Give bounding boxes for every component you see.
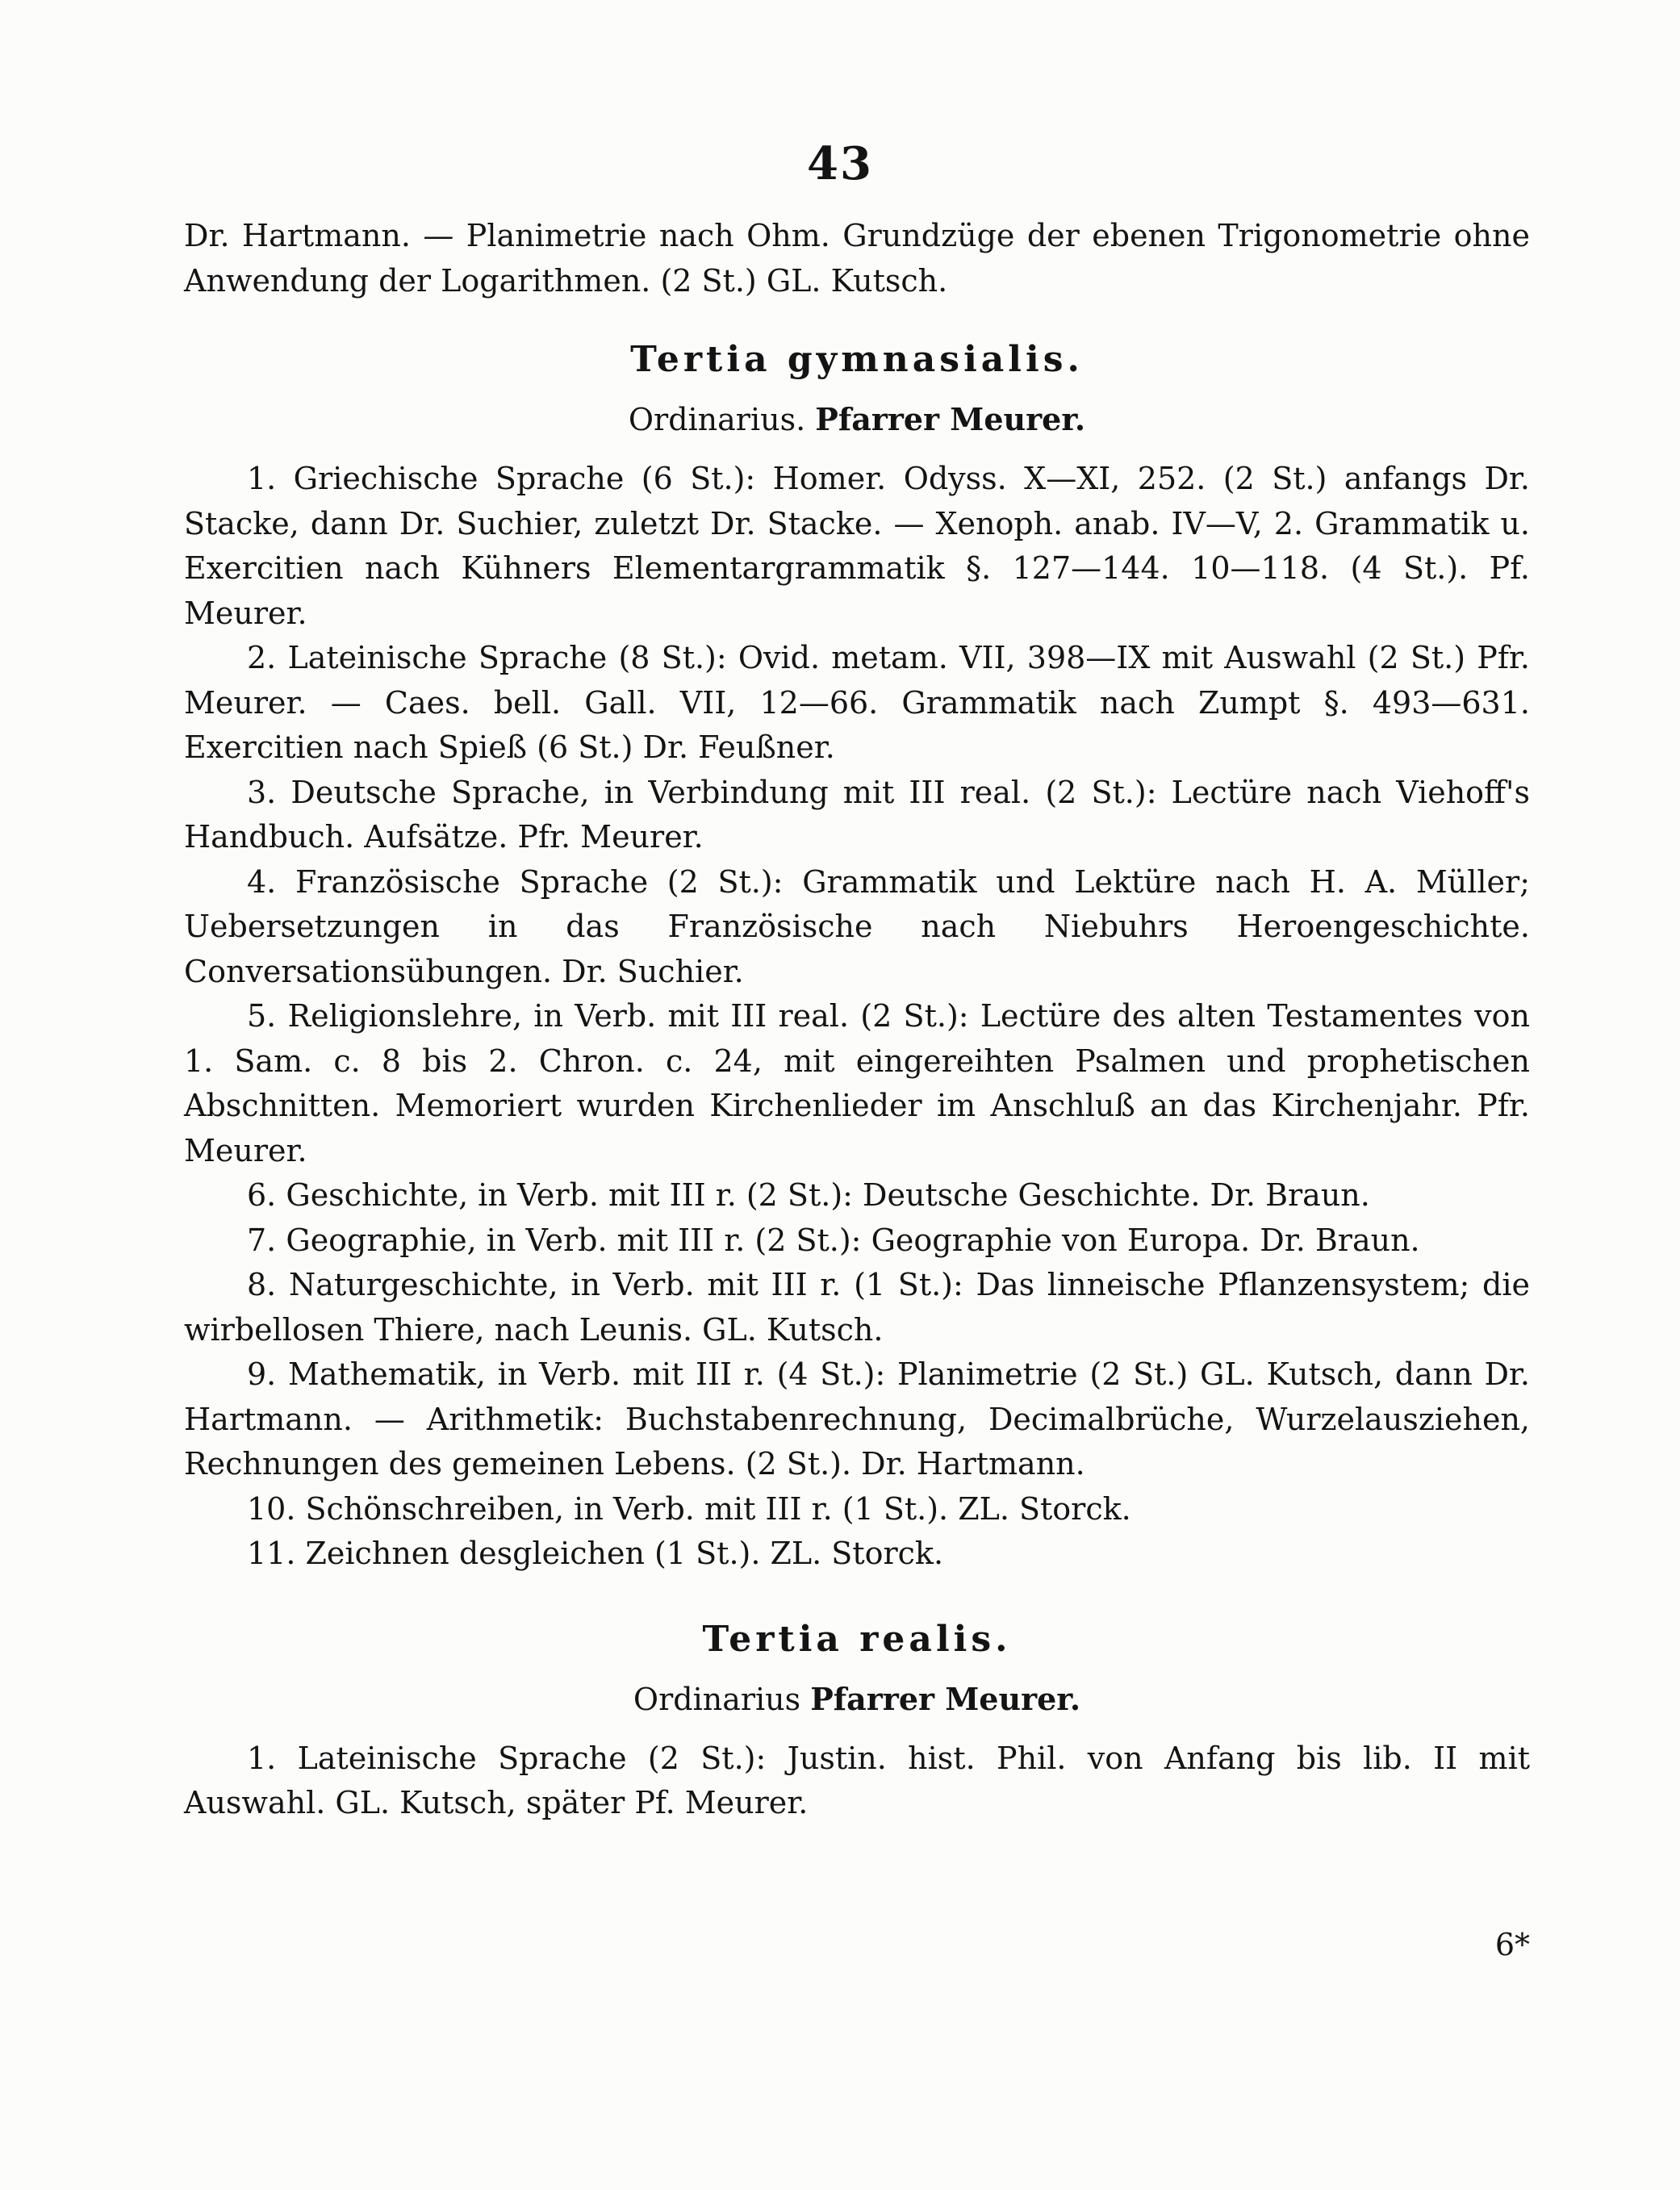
list-item: 10. Schönschreiben, in Verb. mit III r. (1 St.). ZL. Storck. [247,1490,1131,1527]
list-item: 3. Deutsche Sprache, in Verbindung mit III real. (2 St.): Lectüre nach Viehoff's Handbuch. Aufsätze. Pfr. Meurer. [184,774,1530,855]
ordinarius-name: Pfarrer Meurer. [815,401,1086,437]
signature-mark: 6* [1494,1927,1530,1962]
list-item: 11. Zeichnen desgleichen (1 St.). ZL. Storck. [247,1536,944,1571]
list-item: 9. Mathematik, in Verb. mit III r. (4 St.): Planimetrie (2 St.) GL. Kutsch, dann Dr. Hartmann. — Arithmetik: Buchstabenrechnung, Decimalbrüche, Wurzelausziehen, Rechnungen des gemeinen Lebens. (2 St.). Dr. Hartmann. [184,1356,1530,1482]
list-item: 8. Naturgeschichte, in Verb. mit III r. (1 St.): Das linneische Pflanzensystem; die wirbellosen Thiere, nach Leunis. GL. Kutsch. [184,1267,1530,1348]
text-column [184,214,1530,1826]
page-number: 43 [807,137,873,190]
list-item: 5. Religionslehre, in Verb. mit III real. (2 St.): Lectüre des alten Testamentes von 1. Sam. c. 8 bis 2. Chron. c. 24, mit eingereihten Psalmen und prophetischen Abschnitten. Memoriert wurden Kirchenlieder im Anschluß an das Kirchenjahr. Pfr. Meurer. [184,998,1530,1168]
list-item: 6. Geschichte, in Verb. mit III r. (2 St.): Deutsche Geschichte. Dr. Braun. [247,1177,1370,1213]
ordinarius-gymnasialis [184,395,1530,444]
list-item: 7. Geographie, in Verb. mit III r. (2 St.): Geographie von Europa. Dr. Braun. [247,1222,1420,1258]
intro-paragraph: Dr. Hartmann. — Planimetrie nach Ohm. Grundzüge der ebenen Trigonometrie ohne Anwendung der Logarithmen. (2 St.) GL. Kutsch. [184,218,1530,299]
list-item: 2. Lateinische Sprache (8 St.): Ovid. metam. VII, 398—IX mit Auswahl (2 St.) Pfr. Meurer. — Caes. bell. Gall. VII, 12—66. Grammatik nach Zumpt §. 493—631. Exercitien nach Spieß (6 St.) Dr. Feußner. [184,640,1530,765]
list-item: 4. Französische Sprache (2 St.): Grammatik und Lektüre nach H. A. Müller; Uebersetzungen in das Französische nach Niebuhrs Heroengeschichte. Conversationsübungen. Dr. Suchier. [184,863,1530,989]
ordinarius-name: Pfarrer Meurer. [810,1680,1081,1717]
section-heading-realis: Tertia realis. [702,1618,1012,1660]
list-item: 1. Lateinische Sprache (2 St.): Justin. hist. Phil. von Anfang bis lib. II mit Auswahl. GL. Kutsch, später Pf. Meurer. [184,1740,1530,1820]
ordinarius-realis [184,1675,1530,1724]
list-item: 1. Griechische Sprache (6 St.): Homer. Odyss. X—XI, 252. (2 St.) anfangs Dr. Stacke, dann Dr. Suchier, zuletzt Dr. Stacke. — Xenoph. anab. IV—V, 2. Grammatik u. Exercitien nach Kühners Elementargrammatik §. 127—144. 10—118. (4 St.). Pf. Meurer. [184,461,1530,631]
section-heading-gymnasialis: Tertia gymnasialis. [630,339,1084,380]
ordinarius-label: Ordinarius [633,1681,801,1717]
ordinarius-label: Ordinarius. [628,402,806,437]
